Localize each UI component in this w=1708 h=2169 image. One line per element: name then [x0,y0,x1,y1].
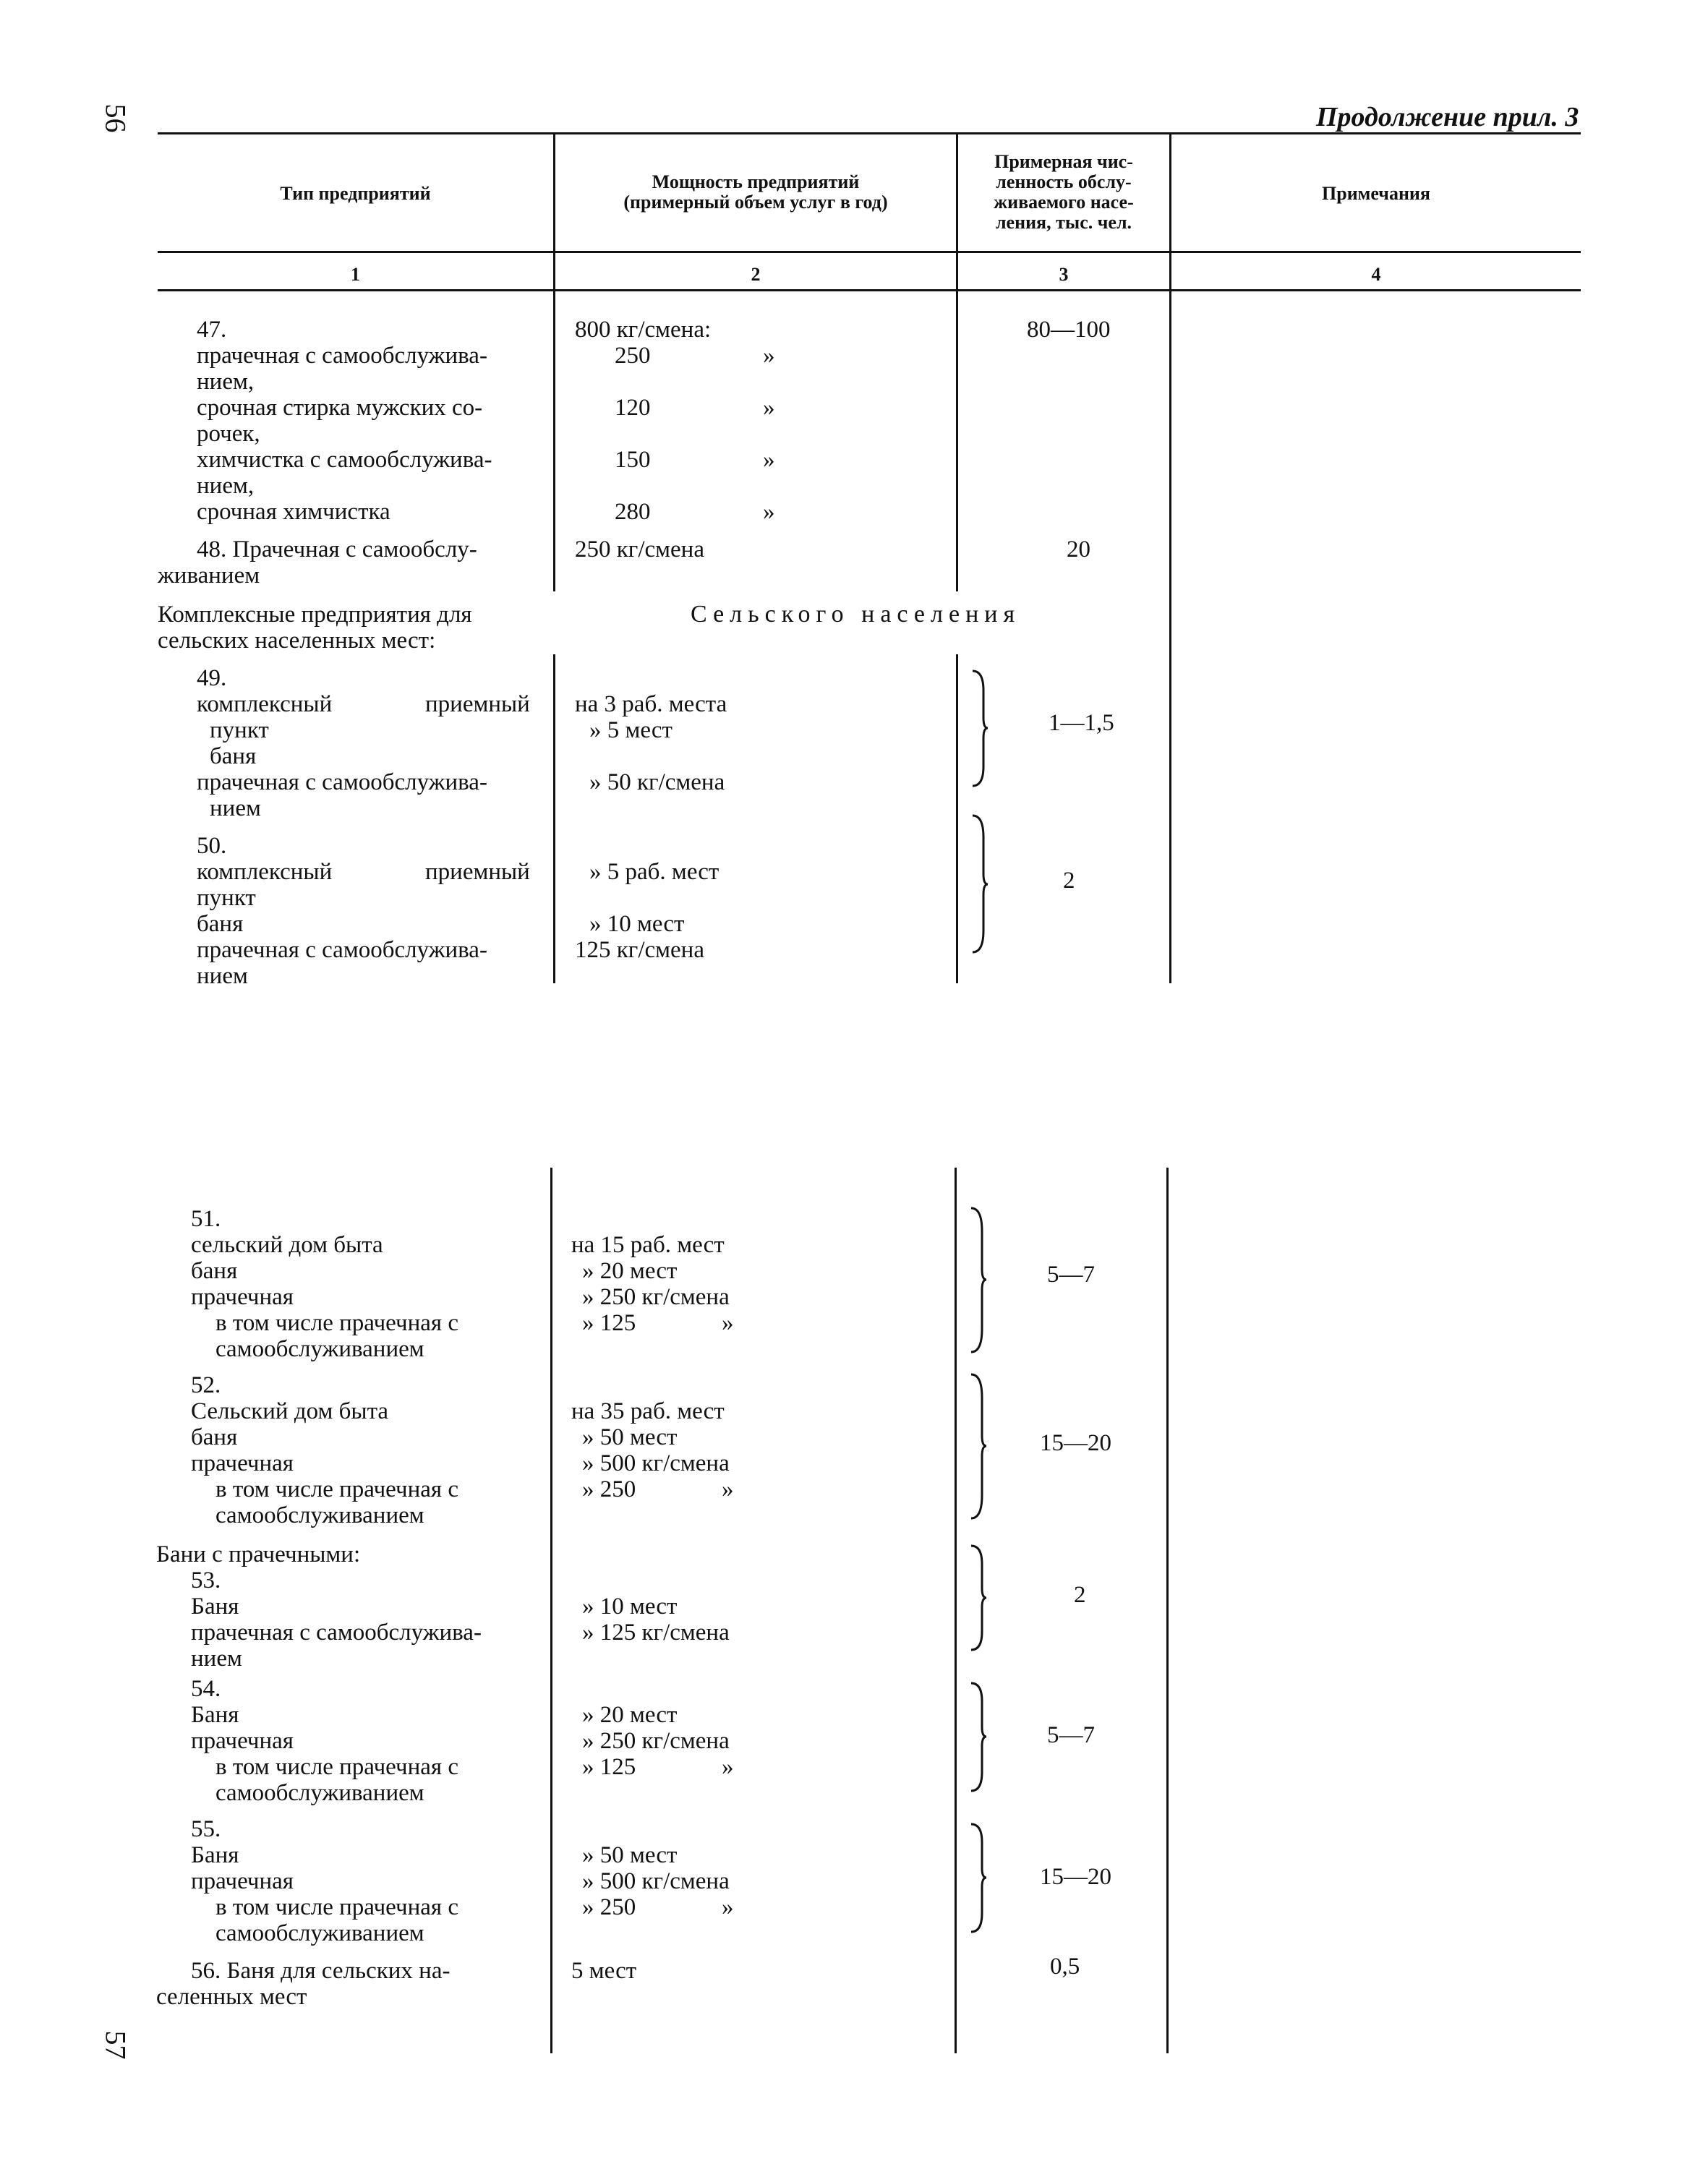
r49-capacity: » 50 кг/смена [589,769,725,795]
complex-heading: сельских населенных мест: [158,628,436,654]
header-num-3: 3 [1059,264,1069,285]
r50-population: 2 [1063,868,1075,894]
r52-line: прачечная [191,1450,294,1476]
r54-line: Баня [191,1702,239,1728]
r47-line: нием, [197,369,255,395]
body-sep-2b [956,654,958,983]
r56-line: селенных мест [156,1984,307,2010]
r50-line: пункт [197,885,256,911]
r50-line: приемный [425,859,530,885]
r47-capacity: 150 [615,447,651,473]
r48-line: живанием [158,562,260,589]
r47-line: рочек, [197,421,260,447]
page-number-bottom: 57 [99,2030,132,2060]
r49-population: 1—1,5 [1049,710,1114,736]
r53-capacity: » 125 кг/смена [582,1620,730,1646]
r54-population: 5—7 [1047,1722,1095,1748]
header-col2: Мощность предприятий (примерный объем услуг в год) [623,171,888,213]
r51-ditto: » [722,1310,734,1336]
r49-capacity: на 3 раб. места [575,691,727,717]
complex-heading: Комплексные предприятия для [158,602,472,628]
r54-capacity: » 20 мест [582,1702,678,1728]
r49-capacity: » 5 мест [589,717,672,743]
baths-heading: Бани с прачечными: [156,1541,361,1567]
r50-capacity: » 5 раб. мест [589,859,720,885]
r52-line: Сельский дом быта [191,1398,389,1424]
r52-capacity: » 50 мест [582,1424,678,1450]
page-number-top: 56 [99,103,132,133]
header-col4: Примечания [1322,183,1430,204]
header-top-rule [158,132,1581,134]
r50-brace [970,813,989,954]
body-sep-2-bottom [955,1168,957,2053]
r53-population: 2 [1074,1582,1086,1608]
r55-line: Баня [191,1842,239,1868]
r54-capacity: » 250 кг/смена [582,1728,730,1754]
header-num-1: 1 [351,264,360,285]
body-sep-3-bottom [1166,1168,1169,2053]
r50-line: комплексный [197,859,333,885]
r47-ditto: » [763,447,775,473]
r47-capacity: 120 [615,395,651,421]
r54-line: самообслуживанием [215,1780,424,1806]
r51-population: 5—7 [1047,1262,1095,1288]
r51-capacity: » 250 кг/смена [582,1284,730,1310]
header-num-2: 2 [751,264,761,285]
r54-ditto: » [722,1754,734,1780]
r51-line: сельский дом быта [191,1232,383,1258]
r53-line: прачечная с самообслужива- [191,1620,482,1646]
r55-capacity: » 50 мест [582,1842,678,1868]
body-sep-1-bottom [550,1168,552,2053]
r47-capacity: 280 [615,499,651,525]
section-title: Сельского населения [691,601,1021,628]
r51-line: в том числе прачечная с [215,1310,458,1336]
continuation-label: Продолжение прил. 3 [1316,102,1579,132]
r52-line: в том числе прачечная с [215,1476,458,1502]
r50-line: баня [197,911,244,937]
r55-ditto: » [722,1894,734,1920]
header-mid-rule [158,251,1581,253]
r54-line: прачечная [191,1728,294,1754]
r47-line: химчистка с самообслужива- [197,447,492,473]
r50-num: 50. [197,833,227,859]
r47-ditto: » [763,343,775,369]
r53-brace [969,1544,988,1652]
r55-capacity: » 250 [582,1894,636,1920]
r54-brace [969,1681,988,1793]
r47-ditto: » [763,499,775,525]
r49-line: пункт [210,717,269,743]
r47-num: 47. [197,317,227,343]
r55-line: прачечная [191,1868,294,1894]
r54-capacity: » 125 [582,1754,636,1780]
r49-brace [970,669,989,788]
r52-population: 15—20 [1040,1430,1111,1456]
r50-capacity: » 10 мест [589,911,685,937]
header-col1: Тип предприятий [280,183,431,204]
r53-line: нием [191,1646,242,1672]
r52-line: баня [191,1424,238,1450]
body-sep-2a [956,289,958,591]
r52-line: самообслуживанием [215,1502,424,1528]
r47-ditto: » [763,395,775,421]
r55-population: 15—20 [1040,1864,1111,1890]
header-bottom-rule [158,289,1581,291]
header-num-4: 4 [1371,264,1381,285]
r51-capacity: » 125 [582,1310,636,1336]
r56-line: 56. Баня для сельских на- [191,1958,451,1984]
r56-capacity: 5 мест [571,1958,637,1984]
r47-population: 80—100 [1027,317,1111,343]
r49-line: баня [210,743,257,769]
r49-num: 49. [197,665,227,691]
r48-capacity: 250 кг/смена [575,536,704,562]
r47-line: нием, [197,473,255,499]
r55-line: в том числе прачечная с [215,1894,458,1920]
r50-line: прачечная с самообслужива- [197,937,487,963]
header-col3: Примерная чис- ленность обслу- живаемого насе- ления, тыс. чел. [994,151,1134,233]
r53-line: Баня [191,1593,239,1620]
r56-population: 0,5 [1050,1954,1080,1980]
r53-capacity: » 10 мест [582,1593,678,1620]
body-sep-3-top [1169,289,1171,983]
body-sep-1b [553,654,555,983]
r48-line: 48. Прачечная с самообслу- [197,536,477,562]
r51-num: 51. [191,1206,221,1232]
r48-population: 20 [1067,536,1090,562]
r51-line: баня [191,1258,238,1284]
r55-line: самообслуживанием [215,1920,424,1946]
r52-brace [969,1372,988,1520]
r52-capacity: на 35 раб. мест [571,1398,725,1424]
r49-line: приемный [425,691,530,717]
r54-num: 54. [191,1676,221,1702]
r51-line: прачечная [191,1284,294,1310]
r55-capacity: » 500 кг/смена [582,1868,730,1894]
r51-capacity: » 20 мест [582,1258,678,1284]
r47-capacity: 800 кг/смена: [575,317,712,343]
r52-capacity: » 500 кг/смена [582,1450,730,1476]
r55-brace [969,1822,988,1934]
r52-capacity: » 250 [582,1476,636,1502]
r47-line: срочная химчистка [197,499,390,525]
r55-num: 55. [191,1816,221,1842]
r51-brace [969,1206,988,1354]
r54-line: в том числе прачечная с [215,1754,458,1780]
r51-line: самообслуживанием [215,1336,424,1362]
r52-num: 52. [191,1372,221,1398]
r50-capacity: 125 кг/смена [575,937,704,963]
r49-line: нием [210,795,261,821]
r51-capacity: на 15 раб. мест [571,1232,725,1258]
r50-line: нием [197,963,248,989]
r53-num: 53. [191,1567,221,1593]
r47-capacity: 250 [615,343,651,369]
r47-line: прачечная с самообслужива- [197,343,487,369]
r52-ditto: » [722,1476,734,1502]
body-sep-1a [553,289,555,591]
r49-line: комплексный [197,691,333,717]
r49-line: прачечная с самообслужива- [197,769,487,795]
r47-line: срочная стирка мужских со- [197,395,483,421]
